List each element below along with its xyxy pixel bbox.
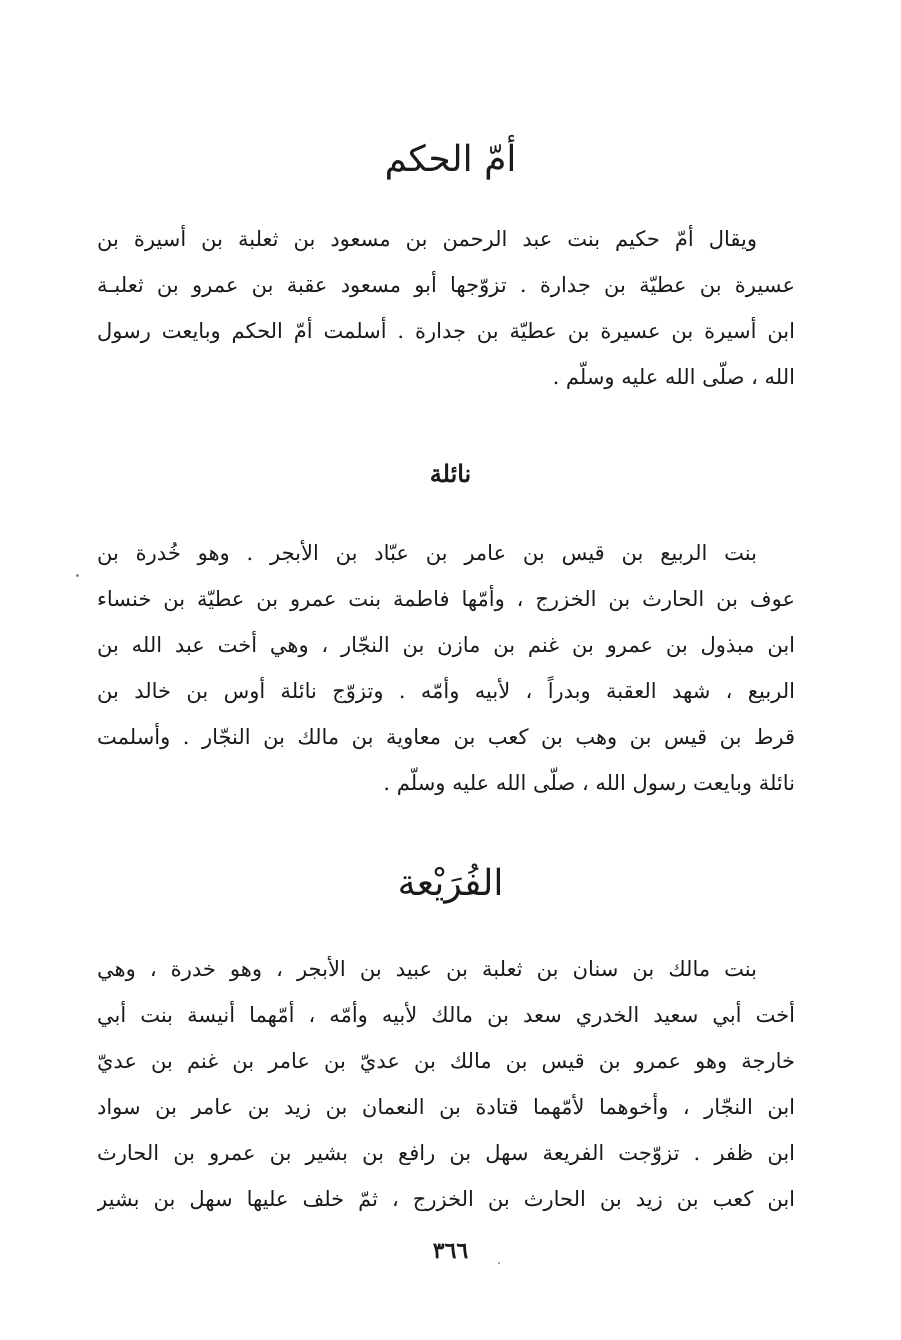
text-line: الله ، صلّى الله عليه وسلّم .: [552, 365, 795, 389]
text-line: ابن النجّار ، وأخوهما لأمّهما قتادة بن النعمان بن زيد بن عامر بن سواد: [97, 1095, 795, 1119]
text-line: عوف بن الحارث بن الخزرج ، وأمّها فاطمة بنت عمرو بن عطيّة بن خنساء: [97, 587, 795, 611]
section-title-al-furayah: الفُرَيْعة: [397, 863, 504, 904]
scan-speck: [76, 574, 79, 577]
section-body-al-furayah: [97, 946, 795, 1222]
page-number: ٣٦٦: [432, 1238, 469, 1264]
section-title-umm-al-hakam: أمّ الحكم: [384, 139, 517, 180]
section-body-umm-al-hakam: [97, 216, 795, 400]
text-line: ابن ظفر . تزوّجت الفريعة سهل بن رافع بن بشير بن عمرو بن الحارث: [97, 1141, 795, 1165]
text-line: ويقال أمّ حكيم بنت عبد الرحمن بن مسعود بن ثعلبة بن أسيرة بن: [97, 227, 757, 251]
text-line: ابن كعب بن زيد بن الحارث بن الخزرج ، ثمّ خلف عليها سهل بن بشير: [97, 1187, 795, 1211]
section-body-naila: [97, 530, 795, 806]
text-line: نائلة وبايعت رسول الله ، صلّى الله عليه وسلّم .: [383, 771, 795, 795]
text-line: أخت أبي سعيد الخدري سعد بن مالك لأبيه وأمّه ، أمّهما أنيسة بنت أبي: [97, 1003, 795, 1027]
text-line: الربيع ، شهد العقبة وبدراً ، لأبيه وأمّه . وتزوّج نائلة أوس بن خالد بن: [97, 679, 795, 703]
text-line: ابن مبذول بن عمرو بن غنم بن مازن بن النجّار ، وهي أخت عبد الله بن: [97, 633, 795, 657]
text-line: ابن أسيرة بن عسيرة بن عطيّة بن جدارة . أسلمت أمّ الحكم وبايعت رسول: [97, 319, 795, 343]
scan-speck: [498, 1262, 500, 1264]
text-line: قرط بن قيس بن وهب بن كعب بن معاوية بن مالك بن النجّار . وأسلمت: [97, 725, 795, 749]
text-line: عسيرة بن عطيّة بن جدارة . تزوّجها أبو مسعود عقبة بن عمرو بن ثعلبـة: [97, 273, 795, 297]
text-line: خارجة وهو عمرو بن قيس بن مالك بن عديّ بن عامر بن غنم بن عديّ: [97, 1049, 795, 1073]
section-title-naila: نائلة: [429, 459, 472, 488]
text-line: بنت مالك بن سنان بن ثعلبة بن عبيد بن الأبجر ، وهو خدرة ، وهي: [97, 957, 757, 981]
text-line: بنت الربيع بن قيس بن عامر بن عبّاد بن الأبجر . وهو خُدرة بن: [97, 541, 757, 565]
